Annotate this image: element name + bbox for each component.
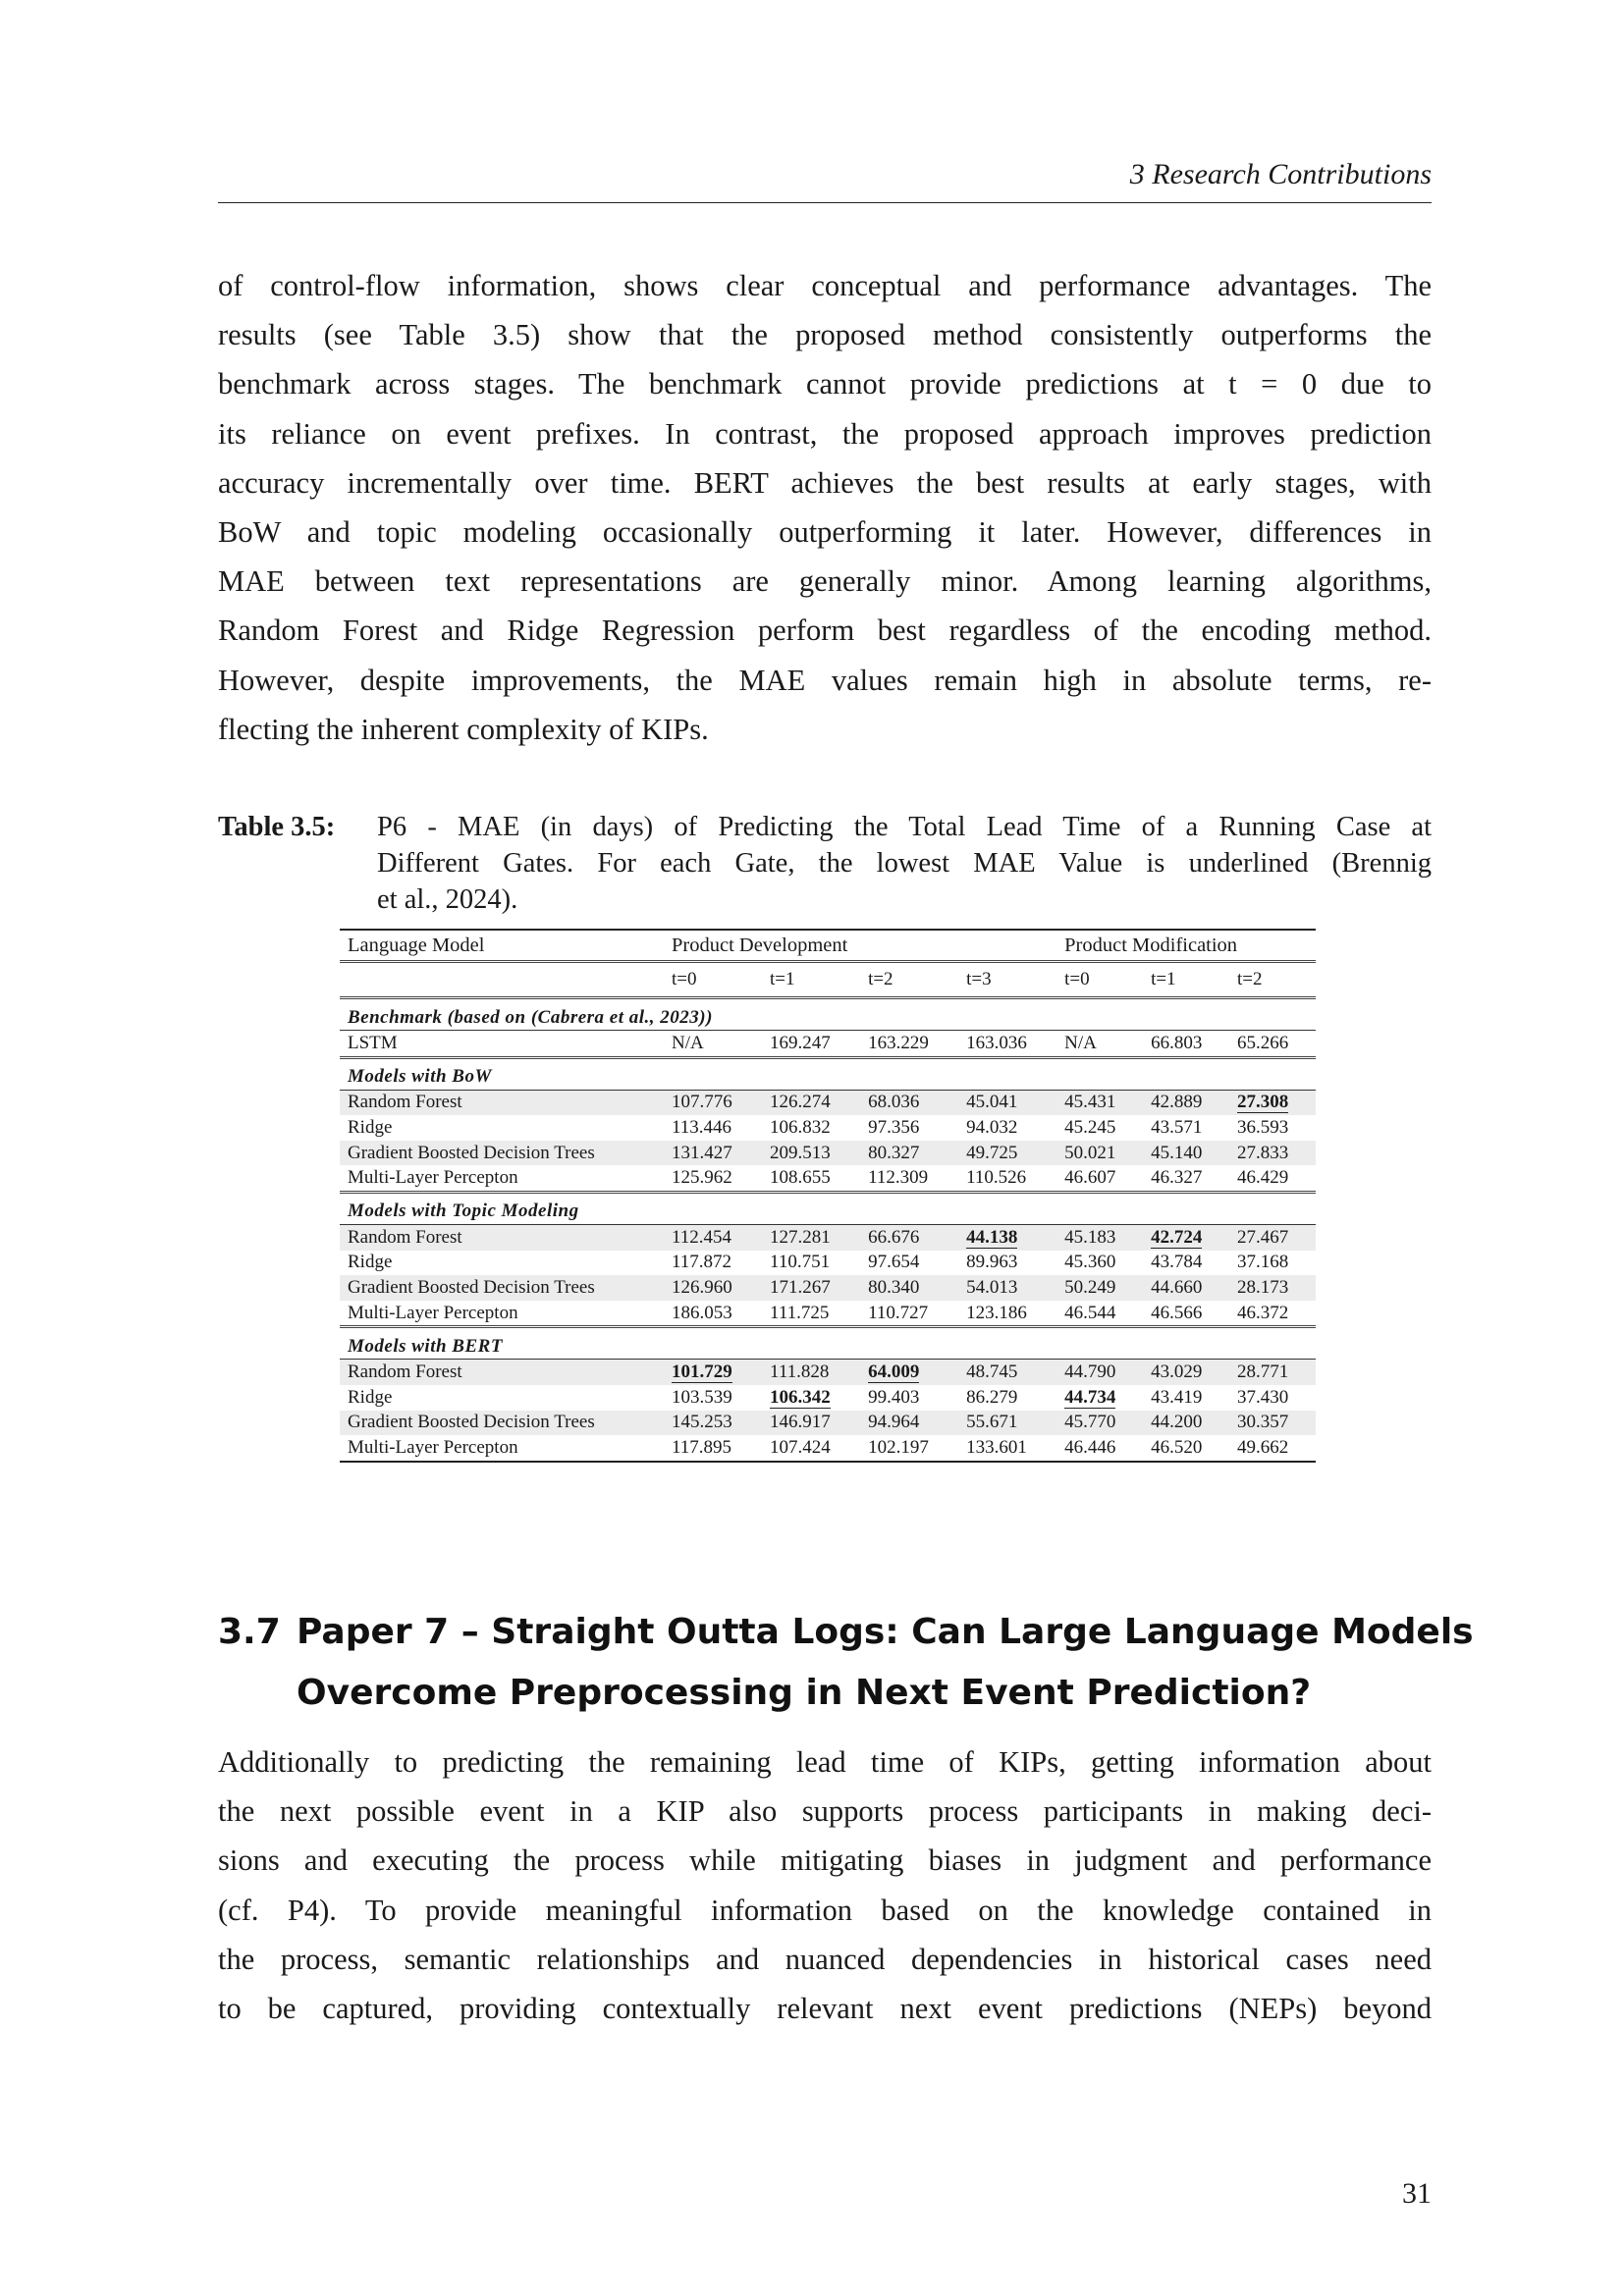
table-row	[340, 1141, 1316, 1166]
table-cell	[1229, 1275, 1316, 1301]
table-row-lstm	[340, 1031, 1316, 1058]
cell-value: 110.727	[868, 1302, 929, 1323]
table-cell	[860, 1411, 958, 1436]
cell-value: 171.267	[770, 1276, 831, 1298]
table-cell	[1229, 1435, 1316, 1462]
cell-value: 46.327	[1151, 1167, 1203, 1189]
cell-value: 112.309	[868, 1167, 929, 1189]
section-title-line2: Overcome Preprocessing in Next Event Prediction?	[297, 1673, 1312, 1713]
table-row	[340, 1275, 1316, 1301]
cell-value: 146.917	[770, 1412, 831, 1433]
cell-value: 46.544	[1064, 1302, 1116, 1323]
cell-value: 103.539	[672, 1386, 732, 1408]
cell-value: 127.281	[770, 1226, 831, 1248]
cell-value: 36.593	[1237, 1116, 1289, 1138]
cell-value: 45.770	[1064, 1412, 1116, 1433]
cell-value: 46.607	[1064, 1167, 1116, 1189]
subheader-cell: t=2	[860, 962, 958, 998]
table-cell	[958, 1251, 1056, 1276]
table-cell: 66.803	[1143, 1031, 1229, 1058]
cell-value: 44.734	[1064, 1386, 1116, 1408]
table-row	[340, 1251, 1316, 1276]
table-cell	[1143, 1301, 1229, 1327]
table-cell	[762, 1165, 860, 1192]
cell-value: 117.872	[672, 1252, 732, 1273]
cell-value: 45.183	[1064, 1226, 1116, 1248]
table-cell	[860, 1360, 958, 1385]
row-label: LSTM	[340, 1031, 664, 1058]
table-cell	[1229, 1385, 1316, 1411]
table-cell	[664, 1224, 762, 1250]
section-title-line1: Paper 7 – Straight Outta Logs: Can Large Language Models	[297, 1612, 1474, 1652]
cell-value: 209.513	[770, 1142, 831, 1163]
subheader-cell: t=1	[762, 962, 860, 998]
table-cell: 163.036	[958, 1031, 1056, 1058]
cell-value: 108.655	[770, 1167, 831, 1189]
text-line: of control-flow information, shows clear conceptual and performance advantages. The	[218, 269, 1432, 302]
table-cell	[1143, 1251, 1229, 1276]
table-cell	[958, 1385, 1056, 1411]
header-rule	[218, 202, 1432, 203]
table-group-title-row	[340, 1192, 1316, 1224]
paragraph-paper7	[218, 1737, 1432, 2033]
table-cell	[1143, 1141, 1229, 1166]
table-cell	[762, 1435, 860, 1462]
table-header-row	[340, 930, 1316, 962]
table-cell	[1056, 1251, 1143, 1276]
table-cell	[664, 1301, 762, 1327]
cell-value: 42.889	[1151, 1092, 1203, 1113]
table-cell	[664, 1165, 762, 1192]
section-heading	[218, 1602, 1474, 1724]
subheader-empty	[340, 962, 664, 998]
table-cell	[664, 1141, 762, 1166]
table-cell	[1056, 1165, 1143, 1192]
table-row	[340, 1115, 1316, 1141]
text-line: to be captured, providing contextually relevant next event predictions (NEPs) beyond	[218, 1991, 1432, 2025]
cell-value: 45.041	[966, 1092, 1018, 1113]
group-title: Models with Topic Modeling	[340, 1192, 1316, 1224]
table-cell	[860, 1385, 958, 1411]
row-label: Random Forest	[340, 1090, 664, 1115]
cell-value: 106.342	[770, 1386, 831, 1408]
text-line: flecting the inherent complexity of KIPs.	[218, 712, 709, 746]
cell-value: 45.245	[1064, 1116, 1116, 1138]
cell-value: 37.430	[1237, 1386, 1289, 1408]
cell-value: 49.725	[966, 1142, 1018, 1163]
cell-value: 64.009	[868, 1362, 920, 1383]
table-caption	[218, 809, 1432, 918]
cell-value: 50.021	[1064, 1142, 1116, 1163]
cell-value: 44.200	[1151, 1412, 1203, 1433]
table-cell	[1143, 1165, 1229, 1192]
table-cell	[1056, 1360, 1143, 1385]
row-label: Multi-Layer Percepton	[340, 1435, 664, 1462]
cell-value: 126.960	[672, 1276, 732, 1298]
table-cell	[1143, 1115, 1229, 1141]
cell-value: 30.357	[1237, 1412, 1289, 1433]
cell-value: 46.372	[1237, 1302, 1289, 1323]
cell-value: 102.197	[868, 1436, 929, 1458]
cell-value: 27.467	[1237, 1226, 1289, 1248]
cell-value: 43.784	[1151, 1252, 1203, 1273]
caption-line: P6 - MAE (in days) of Predicting the Total Lead Time of a Running Case at	[377, 812, 1432, 842]
cell-value: 131.427	[672, 1142, 732, 1163]
table-cell	[762, 1141, 860, 1166]
table-cell	[958, 1141, 1056, 1166]
table-cell	[664, 1435, 762, 1462]
cell-value: 111.725	[770, 1302, 830, 1323]
table-row	[340, 1360, 1316, 1385]
subheader-cell: t=0	[664, 962, 762, 998]
table-cell	[860, 1165, 958, 1192]
table-cell	[1229, 1165, 1316, 1192]
cell-value: 80.327	[868, 1142, 920, 1163]
row-label: Gradient Boosted Decision Trees	[340, 1411, 664, 1436]
table-cell: N/A	[1056, 1031, 1143, 1058]
table-cell	[664, 1385, 762, 1411]
subheader-cell: t=1	[1143, 962, 1229, 998]
table-cell	[958, 1224, 1056, 1250]
table-cell	[1229, 1141, 1316, 1166]
table-cell	[1056, 1411, 1143, 1436]
cell-value: 89.963	[966, 1252, 1018, 1273]
table-cell	[860, 1115, 958, 1141]
cell-value: 117.895	[672, 1436, 732, 1458]
table-row	[340, 1224, 1316, 1250]
cell-value: 45.360	[1064, 1252, 1116, 1273]
table-cell	[762, 1224, 860, 1250]
table-cell	[1056, 1141, 1143, 1166]
text-line: accuracy incrementally over time. BERT achieves the best results at early stages, with	[218, 465, 1432, 500]
cell-value: 28.173	[1237, 1276, 1289, 1298]
table-cell	[1229, 1090, 1316, 1115]
table-cell	[860, 1224, 958, 1250]
table-row	[340, 1165, 1316, 1192]
group-title: Models with BoW	[340, 1057, 1316, 1090]
text-line: benchmark across stages. The benchmark cannot provide predictions at t = 0 due to	[218, 367, 1432, 401]
cell-value: 94.964	[868, 1412, 920, 1433]
table-group-title-row	[340, 1057, 1316, 1090]
row-label: Gradient Boosted Decision Trees	[340, 1141, 664, 1166]
table-cell	[958, 1275, 1056, 1301]
table-cell	[1056, 1224, 1143, 1250]
cell-value: 43.029	[1151, 1362, 1203, 1383]
table-cell	[664, 1275, 762, 1301]
cell-value: 107.424	[770, 1436, 831, 1458]
cell-value: 99.403	[868, 1386, 920, 1408]
text-line: its reliance on event prefixes. In contrast, the proposed approach improves prediction	[218, 416, 1432, 451]
text-line: Additionally to predicting the remaining lead time of KIPs, getting information about	[218, 1745, 1432, 1779]
cell-value: 46.429	[1237, 1167, 1289, 1189]
cell-value: 94.032	[966, 1116, 1018, 1138]
running-header: 3 Research Contributions	[1129, 158, 1432, 190]
caption-line: Different Gates. For each Gate, the lowest MAE Value is underlined (Brennig	[377, 848, 1432, 879]
table-row	[340, 1385, 1316, 1411]
table-cell	[1143, 1224, 1229, 1250]
caption-label: Table 3.5:	[218, 812, 336, 842]
table-cell	[958, 1435, 1056, 1462]
table-row	[340, 1435, 1316, 1462]
text-line: BoW and topic modeling occasionally outperforming it later. However, differences in	[218, 514, 1432, 549]
table-cell	[958, 1165, 1056, 1192]
cell-value: 54.013	[966, 1276, 1018, 1298]
table-cell: 169.247	[762, 1031, 860, 1058]
table-cell	[958, 1115, 1056, 1141]
col-header-language-model: Language Model	[340, 930, 664, 962]
table-cell	[762, 1385, 860, 1411]
row-label: Ridge	[348, 1116, 393, 1138]
table-cell	[762, 1275, 860, 1301]
cell-value: 43.571	[1151, 1116, 1203, 1138]
section-number: 3.7	[218, 1612, 281, 1652]
table-cell	[762, 1411, 860, 1436]
table-cell	[1143, 1275, 1229, 1301]
col-header-product-development: Product Development	[664, 930, 1056, 962]
cell-value: 101.729	[672, 1362, 732, 1383]
cell-value: 37.168	[1237, 1252, 1289, 1273]
text-line: the next possible event in a KIP also supports process participants in making deci-	[218, 1794, 1432, 1829]
table-row	[340, 1090, 1316, 1115]
text-line: MAE between text representations are generally minor. Among learning algorithms,	[218, 564, 1432, 599]
table-cell	[1229, 1301, 1316, 1327]
cell-value: 113.446	[672, 1116, 732, 1138]
row-label: Multi-Layer Percepton	[348, 1302, 518, 1323]
table-cell	[664, 1360, 762, 1385]
subheader-cell: t=2	[1229, 962, 1316, 998]
cell-value: 45.431	[1064, 1092, 1116, 1113]
table-cell	[1056, 1301, 1143, 1327]
text-line: However, despite improvements, the MAE values remain high in absolute terms, re-	[218, 663, 1432, 697]
cell-value: 133.601	[966, 1436, 1027, 1458]
table-subheader-row	[340, 962, 1316, 998]
table-cell	[1229, 1411, 1316, 1436]
table-cell	[1056, 1115, 1143, 1141]
cell-value: 46.446	[1064, 1436, 1116, 1458]
table-cell	[762, 1115, 860, 1141]
table-cell	[860, 1251, 958, 1276]
cell-value: 107.776	[672, 1092, 732, 1113]
table-group-title-row	[340, 1327, 1316, 1360]
table-cell	[1229, 1224, 1316, 1250]
table-cell	[762, 1301, 860, 1327]
table-cell: 65.266	[1229, 1031, 1316, 1058]
table-cell	[860, 1141, 958, 1166]
cell-value: 44.138	[966, 1226, 1018, 1248]
cell-value: 46.566	[1151, 1302, 1203, 1323]
table-cell	[1143, 1435, 1229, 1462]
table-cell: 163.229	[860, 1031, 958, 1058]
cell-value: 97.356	[868, 1116, 920, 1138]
text-line: the process, semantic relationships and nuanced dependencies in historical cases need	[218, 1942, 1432, 1976]
table-cell	[664, 1115, 762, 1141]
row-label: Ridge	[348, 1252, 393, 1273]
table-cell	[664, 1251, 762, 1276]
table-cell	[1056, 1435, 1143, 1462]
table-row	[340, 1411, 1316, 1436]
cell-value: 43.419	[1151, 1386, 1203, 1408]
text-line: sions and executing the process while mitigating biases in judgment and performance	[218, 1843, 1432, 1878]
table-cell: N/A	[664, 1031, 762, 1058]
cell-value: 86.279	[966, 1386, 1018, 1408]
table-cell	[860, 1301, 958, 1327]
cell-value: 111.828	[770, 1362, 830, 1383]
table-cell	[1056, 1090, 1143, 1115]
cell-value: 106.832	[770, 1116, 831, 1138]
cell-value: 55.671	[966, 1412, 1018, 1433]
table-cell	[1229, 1360, 1316, 1385]
cell-value: 49.662	[1237, 1436, 1289, 1458]
cell-value: 46.520	[1151, 1436, 1203, 1458]
table-cell	[860, 1435, 958, 1462]
cell-value: 44.790	[1064, 1362, 1116, 1383]
row-label: Random Forest	[340, 1224, 664, 1250]
subheader-cell: t=3	[958, 962, 1056, 998]
table-cell	[1143, 1411, 1229, 1436]
group-title-benchmark: Benchmark (based on (Cabrera et al., 2023))	[340, 998, 1316, 1031]
row-label: Multi-Layer Percepton	[348, 1167, 518, 1189]
results-table	[340, 929, 1316, 1463]
cell-value: 123.186	[966, 1302, 1027, 1323]
table-cell	[1229, 1251, 1316, 1276]
text-line: (cf. P4). To provide meaningful information based on the knowledge contained in	[218, 1893, 1432, 1927]
cell-value: 48.745	[966, 1362, 1018, 1383]
cell-value: 145.253	[672, 1412, 732, 1433]
table-cell	[1143, 1360, 1229, 1385]
row-label: Gradient Boosted Decision Trees	[340, 1275, 664, 1301]
cell-value: 125.962	[672, 1167, 732, 1189]
table-cell	[1143, 1090, 1229, 1115]
table-cell	[860, 1275, 958, 1301]
paragraph-results	[218, 261, 1432, 754]
cell-value: 66.676	[868, 1226, 920, 1248]
table-cell	[958, 1360, 1056, 1385]
row-label: Random Forest	[340, 1360, 664, 1385]
col-header-product-modification: Product Modification	[1056, 930, 1316, 962]
table-cell	[958, 1301, 1056, 1327]
cell-value: 50.249	[1064, 1276, 1116, 1298]
cell-value: 97.654	[868, 1252, 920, 1273]
cell-value: 68.036	[868, 1092, 920, 1113]
table-cell	[958, 1411, 1056, 1436]
cell-value: 27.308	[1237, 1092, 1289, 1113]
text-line: Random Forest and Ridge Regression perform best regardless of the encoding method.	[218, 614, 1432, 648]
cell-value: 45.140	[1151, 1142, 1203, 1163]
cell-value: 44.660	[1151, 1276, 1203, 1298]
table-cell	[1143, 1385, 1229, 1411]
cell-value: 110.751	[770, 1252, 831, 1273]
table-row	[340, 1301, 1316, 1327]
cell-value: 186.053	[672, 1302, 732, 1323]
cell-value: 110.526	[966, 1167, 1027, 1189]
table-cell	[860, 1090, 958, 1115]
subheader-cell: t=0	[1056, 962, 1143, 998]
cell-value: 80.340	[868, 1276, 920, 1298]
table-cell	[1056, 1275, 1143, 1301]
table-group-title-row	[340, 998, 1316, 1031]
table-cell	[1229, 1115, 1316, 1141]
cell-value: 126.274	[770, 1092, 831, 1113]
cell-value: 28.771	[1237, 1362, 1289, 1383]
table-cell	[1056, 1385, 1143, 1411]
text-line: results (see Table 3.5) show that the proposed method consistently outperforms the	[218, 318, 1432, 352]
caption-line: et al., 2024).	[377, 884, 518, 915]
cell-value: 112.454	[672, 1226, 732, 1248]
table-cell	[958, 1090, 1056, 1115]
page-number: 31	[1402, 2177, 1432, 2210]
table-cell	[664, 1090, 762, 1115]
cell-value: 27.833	[1237, 1142, 1289, 1163]
table-cell	[762, 1360, 860, 1385]
table-cell	[762, 1251, 860, 1276]
cell-value: 42.724	[1151, 1226, 1203, 1248]
table-cell	[664, 1411, 762, 1436]
group-title: Models with BERT	[340, 1327, 1316, 1360]
row-label: Ridge	[348, 1386, 393, 1408]
table-cell	[762, 1090, 860, 1115]
